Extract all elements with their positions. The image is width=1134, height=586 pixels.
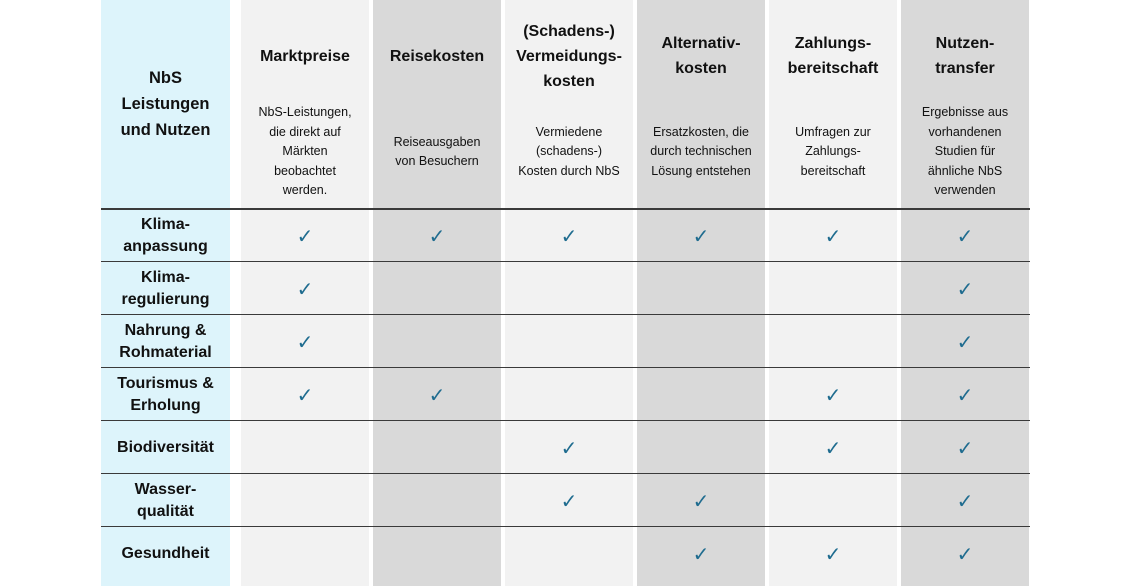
row-label-text: Gesundheit [121,544,210,562]
matrix-cell [241,209,369,262]
method-header [637,0,765,208]
matrix-cell [901,474,1029,527]
row-label-text: Nahrung & Rohmaterial [119,321,212,361]
method-column-nutzen-transfer [901,0,1029,586]
check-icon: ✓ [560,488,578,513]
matrix-cell [637,315,765,368]
method-title: Nutzen- transfer [935,35,995,77]
matrix-cell [505,209,633,262]
matrix-cell [373,527,501,580]
row-divider [101,473,1030,474]
method-title: Zahlungs- bereitschaft [787,35,879,77]
check-icon: ✓ [692,541,710,566]
row-label-text: Klima- anpassung [123,215,208,255]
check-icon: ✓ [956,488,974,513]
matrix-cell [769,527,897,580]
check-icon: ✓ [824,435,842,460]
method-description: NbS-Leistungen, die direkt auf Märkten beobachtet werden. [258,105,352,198]
method-header [505,0,633,208]
matrix-cell [505,368,633,421]
matrix-cell [769,315,897,368]
row-label-klima-regulierung [101,262,230,315]
check-icon: ✓ [692,488,710,513]
row-label-text: Tourismus & Erholung [117,374,214,414]
row-divider [101,420,1030,421]
row-divider [101,526,1030,527]
check-icon: ✓ [824,223,842,248]
row-label-nahrung-rohmaterial [101,315,230,368]
matrix-cell [769,474,897,527]
matrix-cell [241,527,369,580]
row-divider [101,261,1030,262]
row-label-gesundheit [101,527,230,580]
matrix-cell [769,209,897,262]
check-icon: ✓ [824,382,842,407]
method-header [373,0,501,208]
row-label-text: Klima- regulierung [121,268,210,308]
matrix-cell [373,262,501,315]
row-label-text: Biodiversität [117,438,214,456]
method-header [769,0,897,208]
method-description: Ersatzkosten, die durch technischen Lösung entstehen [650,124,752,178]
method-column-schadens-vermeidungs-kosten [505,0,633,586]
method-title: (Schadens-) Vermeidungs- kosten [516,22,622,90]
matrix-cell [373,368,501,421]
check-icon: ✓ [956,329,974,354]
check-icon: ✓ [956,382,974,407]
matrix-cell [373,421,501,474]
matrix-cell [241,315,369,368]
check-icon: ✓ [956,541,974,566]
matrix-cell [901,262,1029,315]
row-divider [101,367,1030,368]
matrix-cell [637,262,765,315]
label-column [101,0,230,586]
matrix-cell [901,421,1029,474]
matrix-cell [637,421,765,474]
matrix-cell [637,368,765,421]
matrix-cell [901,315,1029,368]
check-icon: ✓ [428,223,446,248]
matrix-cell [505,421,633,474]
matrix-cell [637,527,765,580]
check-icon: ✓ [824,541,842,566]
check-icon: ✓ [692,223,710,248]
check-icon: ✓ [956,435,974,460]
matrix-cell [769,262,897,315]
header-label: NbS Leistungen und Nutzen [120,69,211,139]
matrix-cell [505,315,633,368]
matrix-cell [769,421,897,474]
check-icon: ✓ [560,223,578,248]
row-label-klima-anpassung [101,209,230,262]
matrix-cell [373,209,501,262]
matrix-cell [901,368,1029,421]
matrix-cell [505,527,633,580]
matrix-cell [241,421,369,474]
check-icon: ✓ [296,276,314,301]
method-column-zahlungs-bereitschaft [769,0,897,586]
check-icon: ✓ [956,276,974,301]
matrix-cell [901,527,1029,580]
method-column-reisekosten [373,0,501,586]
matrix-cell [769,368,897,421]
method-title: Marktpreise [260,47,350,65]
method-description: Vermiedene (schadens-) Kosten durch NbS [518,124,620,178]
matrix-cell [241,474,369,527]
check-icon: ✓ [296,382,314,407]
matrix-cell [505,262,633,315]
method-header [241,0,369,208]
row-divider [101,314,1030,315]
check-icon: ✓ [560,435,578,460]
method-title: Reisekosten [389,47,485,65]
row-label-text: Wasser- qualität [134,480,197,520]
matrix-cell [373,315,501,368]
method-column-alternativ-kosten [637,0,765,586]
row-label-tourismus-erholung [101,368,230,421]
method-description: Umfragen zur Zahlungs- bereitschaft [795,124,871,178]
check-icon: ✓ [428,382,446,407]
matrix-cell [637,474,765,527]
matrix-cell [505,474,633,527]
matrix-cell [901,209,1029,262]
matrix-cell [637,209,765,262]
matrix-cell [241,262,369,315]
row-label-wasser-qualitaet [101,474,230,527]
header-divider [101,208,1030,210]
method-header [901,0,1029,208]
check-icon: ✓ [296,329,314,354]
method-column-marktpreise [241,0,369,586]
matrix-cell [373,474,501,527]
matrix-cell [241,368,369,421]
method-description: Reiseausgaben von Besuchern [393,134,481,168]
method-description: Ergebnisse aus vorhandenen Studien für ähnliche NbS verwenden [921,105,1009,198]
row-label-biodiversitaet [101,421,230,474]
check-icon: ✓ [956,223,974,248]
method-title: Alternativ- kosten [661,35,741,77]
check-icon: ✓ [296,223,314,248]
